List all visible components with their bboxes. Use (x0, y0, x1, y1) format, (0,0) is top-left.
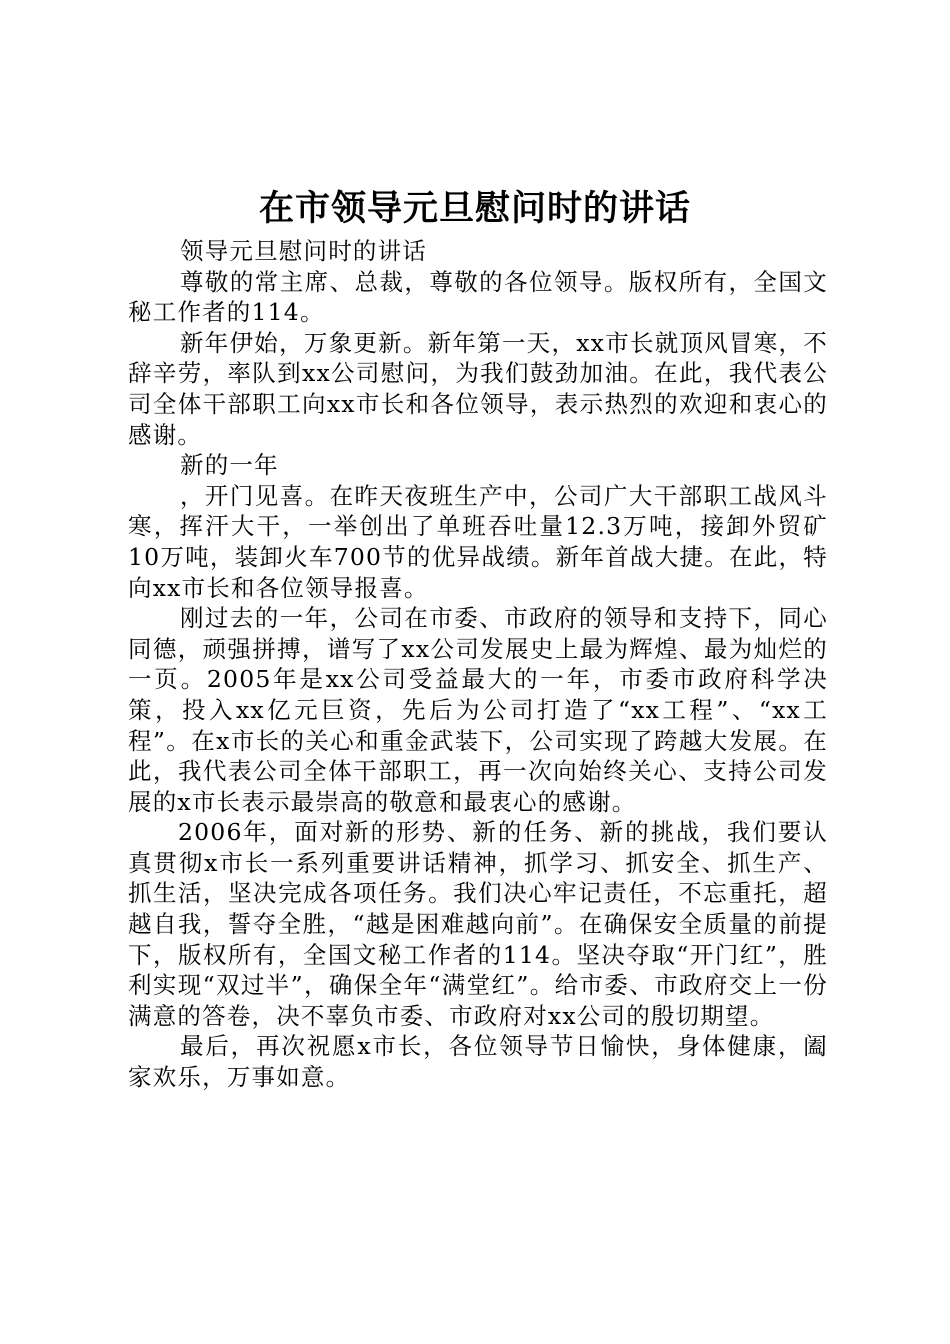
document-title: 在市领导元旦慰问时的讲话 (258, 188, 691, 229)
paragraph-new-year-fragment: 新的一年 (180, 451, 279, 480)
paragraph-closing: 最后，再次祝愿x市长，各位领导节日愉快，身体健康，阖家欢乐，万事如意。 (128, 1032, 828, 1092)
document-body (128, 236, 828, 1093)
paragraph-production-report: ，开门见喜。在昨天夜班生产中，公司广大干部职工战风斗寒，挥汗大干，一举创出了单班吞吐量12.3万吨，接卸外贸矿10万吨，装卸火车700节的优异战绩。新年首战大捷。在此，特向xx市长和各位领导报喜。 (128, 481, 828, 602)
paragraph-2006-plan: 2006年，面对新的形势、新的任务、新的挑战，我们要认真贯彻x市长一系列重要讲话精神，抓学习、抓安全、抓生产、抓生活，坚决完成各项任务。我们决心牢记责任，不忘重托，超越自我，誓夺全胜，“越是困难越向前”。在确保安全质量的前提下，版权所有，全国文秘工作者的114。坚决夺取“开门红”，胜利实现“双过半”，确保全年“满堂红”。给市委、市政府交上一份满意的答卷，决不辜负市委、市政府对xx公司的殷切期望。 (128, 818, 828, 1030)
paragraph-past-year: 刚过去的一年，公司在市委、市政府的领导和支持下，同心同德，顽强拼搏，谱写了xx公司发展史上最为辉煌、最为灿烂的一页。2005年是xx公司受益最大的一年，市委市政府科学决策，投入xx亿元巨资，先后为公司打造了“xx工程”、“xx工程”。在x市长的关心和重金武装下，公司实现了跨越大发展。在此，我代表公司全体干部职工，再一次向始终关心、支持公司发展的x市长表示最崇高的敬意和最衷心的感谢。 (128, 604, 828, 816)
paragraph-greeting: 尊敬的常主席、总裁，尊敬的各位领导。版权所有，全国文秘工作者的114。 (128, 267, 828, 327)
paragraph-subtitle: 领导元旦慰问时的讲话 (180, 237, 427, 265)
paragraph-new-year: 新年伊始，万象更新。新年第一天，xx市长就顶风冒寒，不辞辛劳，率队到xx公司慰问，为我们鼓劲加油。在此，我代表公司全体干部职工向xx市长和各位领导，表示热烈的欢迎和衷心的感谢。 (128, 328, 828, 449)
